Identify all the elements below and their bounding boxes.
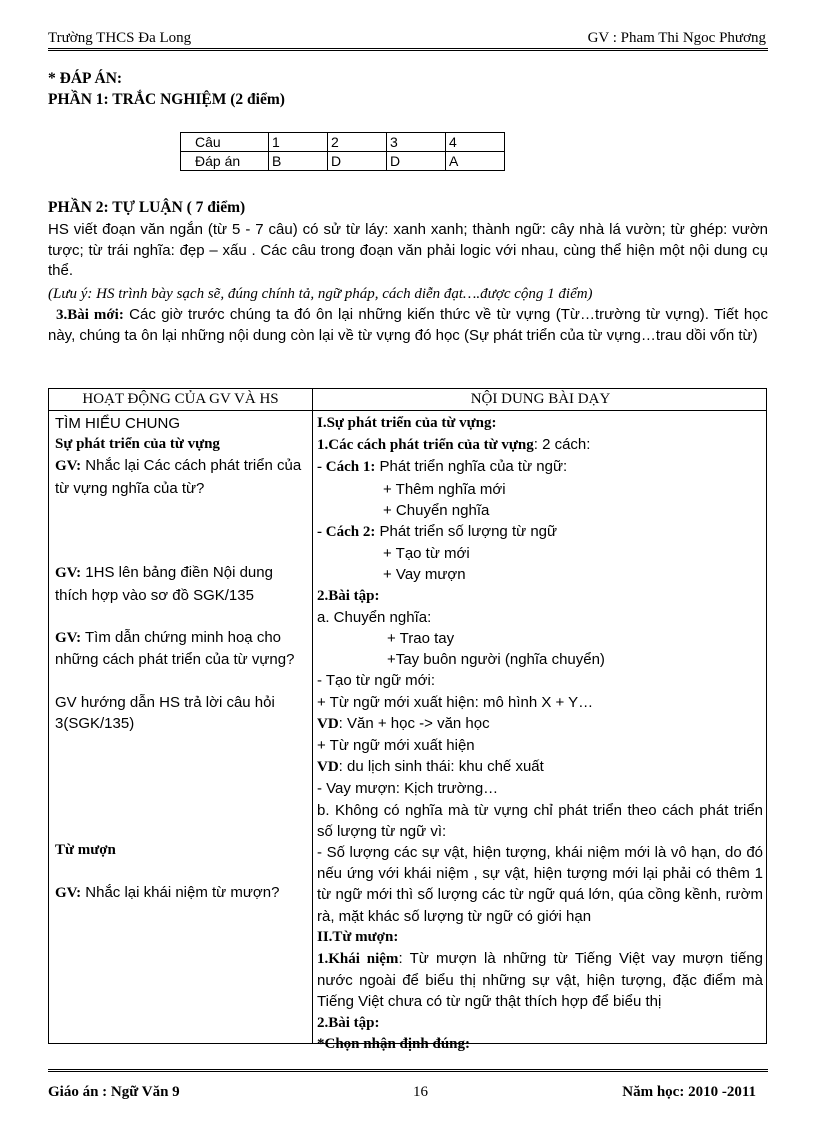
content-line: - Vay mượn: Kịch trường… <box>317 780 499 798</box>
content-line: 1.Các cách phát triển của từ vựng: 2 cách: <box>317 436 591 454</box>
section-heading: TÌM HIỂU CHUNG <box>55 415 180 432</box>
content-paragraph: b. Không có nghĩa mà từ vựng chỉ phát triển theo cách phát triển số lượng từ ngữ vì: <box>317 801 763 840</box>
column-divider <box>312 389 313 1043</box>
content-line: + Thêm nghĩa mới <box>383 480 506 498</box>
content-line: a. Chuyển nghĩa: <box>317 608 432 626</box>
new-lesson-text: Các giờ trước chúng ta đó ôn lại những kiến thức về từ vựng (Từ…trường từ vựng). Tiết học này, chúng ta ôn lại những nội dung còn lại về từ vựng đó học (Sự phát triển của từ vựng…trau dồi vốn từ) <box>48 306 769 344</box>
content-heading: 2.Bài tập: <box>317 587 380 604</box>
content-line: VD: du lịch sinh thái: khu chế xuất <box>317 758 544 776</box>
footer-year: Năm học: 2010 -2011 <box>622 1084 756 1100</box>
activity-item: GV: Nhắc lại khái niệm từ mượn? <box>55 884 280 902</box>
activity-item: GV hướng dẫn HS trả lời câu hỏi 3(SGK/135) <box>55 693 275 732</box>
activity-column <box>55 413 307 905</box>
lesson-table <box>48 388 767 1052</box>
section-subheading: Từ mượn <box>55 841 116 858</box>
answer-table-row <box>181 152 505 171</box>
table-cell: 3 <box>387 133 446 152</box>
table-cell: D <box>387 152 446 171</box>
header-divider <box>49 410 766 411</box>
page-number: 16 <box>413 1084 428 1100</box>
table-head-left: HOẠT ĐỘNG CỦA GV VÀ HS <box>82 391 279 407</box>
answer-table-row <box>181 133 505 152</box>
footer-subject: Giáo án : Ngữ Văn 9 <box>48 1084 180 1100</box>
activity-item: GV: Tìm dẫn chứng minh hoạ cho những cách phát triển của từ vựng? <box>55 628 295 669</box>
content-heading: I.Sự phát triển của từ vựng: <box>317 415 497 431</box>
new-lesson <box>48 305 768 346</box>
content-line: + Từ ngữ mới xuất hiện: mô hình X + Y… <box>317 693 594 711</box>
table-cell: Câu <box>181 133 269 152</box>
school-name: Trường THCS Đa Long <box>48 30 192 46</box>
content-line: + Từ ngữ mới xuất hiện <box>317 737 475 755</box>
activity-item: GV: 1HS lên bảng điền Nội dung thích hợp vào sơ đồ SGK/135 <box>55 564 273 604</box>
table-cell: D <box>328 152 387 171</box>
content-line: + Vay mượn <box>383 566 466 584</box>
content-line: +Tay buôn người (nghĩa chuyển) <box>387 651 605 669</box>
content-line: - Tạo từ ngữ mới: <box>317 672 436 690</box>
content-paragraph: 1.Khái niệm: Từ mượn là những từ Tiếng Việt vay mượn tiếng nước ngoài để biểu thị những sự vật, hiện tượng, đặc điểm mà Tiếng Việt chưa có từ ngữ thật thích hợp để biểu thị <box>317 950 764 1011</box>
content-line: + Tạo từ mới <box>383 545 470 563</box>
part2-text: HS viết đoạn văn ngắn (từ 5 - 7 câu) có sử từ láy: xanh xanh; thành ngữ: cây nhà lá vườn; từ ghép: vườn tược; từ trái nghĩa: đẹp – xấu . Các câu trong đoạn văn phải logic với nhau, cùng thể hiện một nội dung cụ thể. <box>48 221 768 279</box>
content-heading: *Chọn nhận định đúng: <box>317 1035 471 1052</box>
table-cell: A <box>446 152 505 171</box>
content-line: - Cách 1: Phát triển nghĩa của từ ngữ: <box>317 458 568 476</box>
section-subheading: Sự phát triển của từ vựng <box>55 436 220 453</box>
content-heading: 2.Bài tập: <box>317 1014 380 1031</box>
content-line: + Trao tay <box>387 630 455 648</box>
content-heading: II.Từ mượn: <box>317 928 399 945</box>
answer-table <box>180 132 505 171</box>
content-line: - Cách 2: Phát triển số lượng từ ngữ <box>317 523 558 541</box>
page-footer <box>48 1069 768 1102</box>
table-cell: B <box>269 152 328 171</box>
note-text: (Lưu ý: HS trình bày sạch sẽ, đúng chính tả, ngữ pháp, cách diễn đạt….được cộng 1 điểm) <box>48 286 593 302</box>
table-head-right: NỘI DUNG BÀI DẠY <box>470 391 611 407</box>
new-lesson-label: 3.Bài mới: <box>56 307 124 323</box>
answer-title: * ĐÁP ÁN: <box>48 70 123 87</box>
content-paragraph: - Số lượng các sự vật, hiện tượng, khái niệm mới là vô hạn, do đó nếu ứng với khái niệm , sự vật, hiện tượng mới lại phải có thêm 1 từ ngữ mới thì số lượng các từ ngữ quá lớn, qúa cồng kềnh, rườm rà, mặt khác số lượng từ ngữ có giới hạn <box>317 844 763 925</box>
content-column <box>317 413 763 1055</box>
table-cell: 4 <box>446 133 505 152</box>
page-header <box>48 28 768 51</box>
table-cell: Đáp án <box>181 152 269 171</box>
content-line: + Chuyển nghĩa <box>383 501 490 519</box>
activity-item: GV: Nhắc lại Các cách phát triển của từ vựng nghĩa của từ? <box>55 457 302 497</box>
part2-title: PHẦN 2: TỰ LUẬN ( 7 điểm) <box>48 199 246 216</box>
content-line: VD: Văn + học -> văn học <box>317 714 490 732</box>
table-cell: 1 <box>269 133 328 152</box>
teacher-name: GV : Pham Thi Ngoc Phương <box>587 30 766 46</box>
table-cell: 2 <box>328 133 387 152</box>
part1-title: PHẦN 1: TRẮC NGHIỆM (2 điểm) <box>48 91 285 108</box>
